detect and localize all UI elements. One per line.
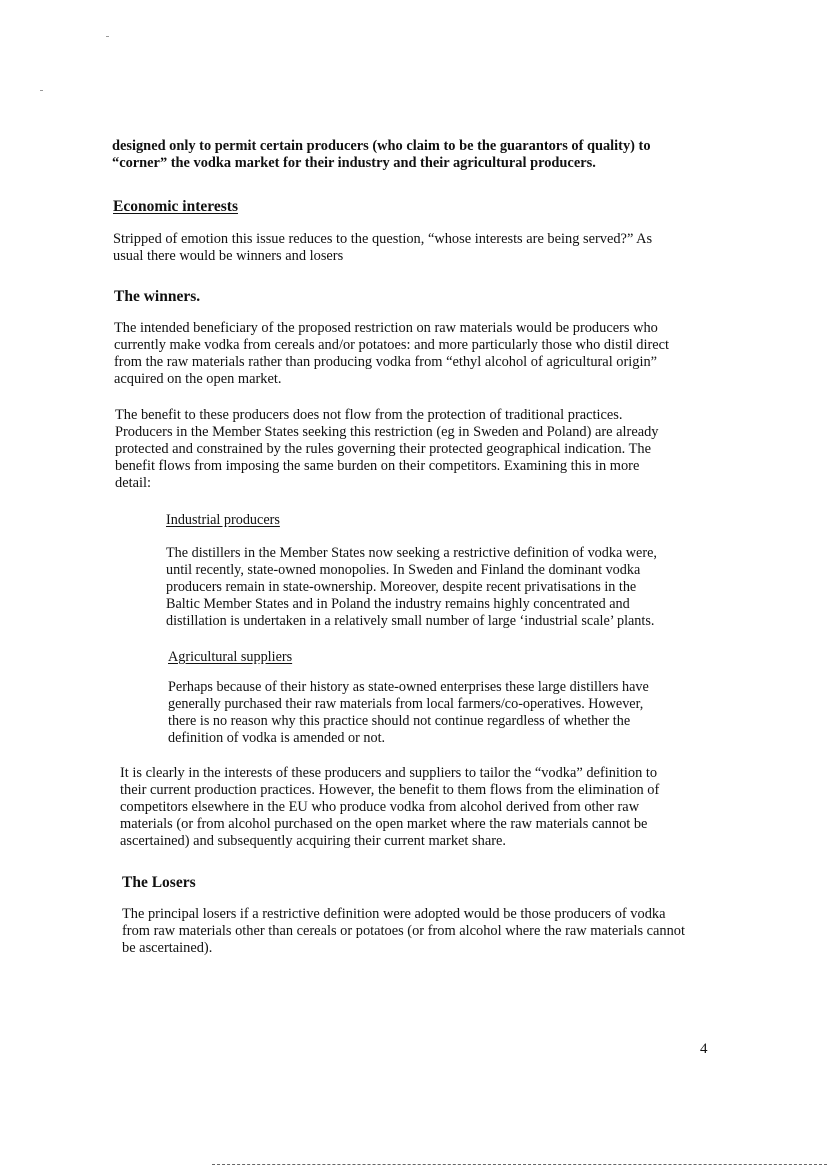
intro-line: designed only to permit certain producers (who claim to be the guarantors of quality) to [112, 138, 651, 154]
text-line: detail: [115, 475, 151, 491]
interests-paragraph [120, 765, 659, 850]
text-line: The distillers in the Member States now seeking a restrictive definition of vodka were, [166, 545, 657, 561]
subheading-industrial-producers: Industrial producers [166, 512, 280, 528]
text-line: It is clearly in the interests of these producers and suppliers to tailor the “vodka” definition to [120, 765, 658, 781]
text-line: ascertained) and subsequently acquiring their current market share. [120, 833, 506, 849]
text-line: benefit flows from imposing the same burden on their competitors. Examining this in more [115, 458, 640, 474]
text-line: definition of vodka is amended or not. [168, 730, 386, 746]
losers-paragraph [122, 906, 685, 957]
heading-economic-interests: Economic interests [113, 198, 238, 215]
intro-paragraph [112, 138, 651, 172]
text-line: The principal losers if a restrictive definition were adopted would be those producers of vodka [122, 906, 666, 922]
text-line: The benefit to these producers does not flow from the protection of traditional practices. [115, 407, 623, 423]
text-line: protected and constrained by the rules governing their protected geographical indication. The [115, 441, 651, 457]
text-line: The intended beneficiary of the proposed restriction on raw materials would be producers who [114, 320, 658, 336]
text-line: usual there would be winners and losers [113, 248, 344, 264]
text-line: competitors elsewhere in the EU who produce vodka from alcohol derived from other raw [120, 799, 640, 815]
economic-paragraph [113, 231, 652, 265]
page-number: 4 [700, 1041, 708, 1057]
text-line: their current production practices. However, the benefit to them flows from the elimination of [120, 782, 660, 798]
text-line: until recently, state-owned monopolies. In Sweden and Finland the dominant vodka [166, 562, 641, 578]
text-line: there is no reason why this practice should not continue regardless of whether the [168, 713, 631, 729]
text-line: from raw materials other than cereals or potatoes (or from alcohol where the raw materials cannot [122, 923, 685, 939]
heading-losers: The Losers [122, 874, 196, 891]
page-edge-dashed-line [212, 1164, 827, 1165]
text-line: generally purchased their raw materials from local farmers/co-operatives. However, [168, 696, 644, 712]
text-line: Stripped of emotion this issue reduces to the question, “whose interests are being served?” As [113, 231, 653, 247]
text-line: acquired on the open market. [114, 371, 282, 387]
agricultural-paragraph [168, 679, 649, 747]
industrial-paragraph [166, 545, 657, 630]
intro-line: “corner” the vodka market for their industry and their agricultural producers. [112, 155, 596, 171]
winners-paragraph-2 [115, 407, 659, 492]
text-line: distillation is undertaken in a relatively small number of large ‘industrial scale’ plants. [166, 613, 655, 629]
scan-speck [106, 36, 109, 37]
text-line: Producers in the Member States seeking this restriction (eg in Sweden and Poland) are already [115, 424, 659, 440]
text-line: Perhaps because of their history as state-owned enterprises these large distillers have [168, 679, 649, 695]
subheading-agricultural-suppliers: Agricultural suppliers [168, 649, 293, 665]
text-line: currently make vodka from cereals and/or potatoes: and more particularly those who distil direct [114, 337, 670, 353]
text-line: Baltic Member States and in Poland the industry remains highly concentrated and [166, 596, 630, 612]
scan-speck [40, 90, 43, 91]
winners-paragraph-1 [114, 320, 669, 388]
text-line: materials (or from alcohol purchased on the open market where the raw materials cannot be [120, 816, 648, 832]
text-line: be ascertained). [122, 940, 213, 956]
heading-winners: The winners. [114, 288, 201, 305]
text-line: producers remain in state-ownership. Moreover, despite recent privatisations in the [166, 579, 637, 595]
text-line: from the raw materials rather than producing vodka from “ethyl alcohol of agricultural origin” [114, 354, 658, 370]
